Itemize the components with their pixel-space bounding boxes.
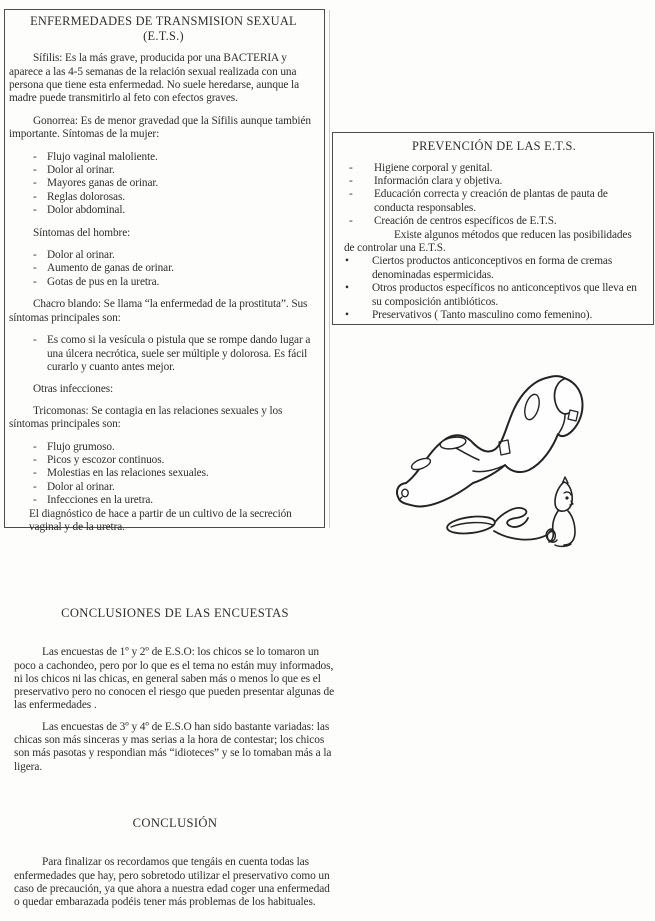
list-item-text: Dolor al orinar.	[47, 480, 115, 493]
gonorrea-paragraph: Gonorrea: Es de menor gravedad que la Sífilis aunque también importante. Síntomas de la mujer:	[9, 114, 311, 141]
dash-marker: -	[33, 334, 37, 347]
conclusion-paragraph: Para finalizar os recordamos que tengáis en cuenta todas las enfermedades que hay, pero sobretodo utilizar el preservativo como un caso de precaución, ya que ahora a nuestra edad coger una enfermedad o quedar embarazada podéis tener más problemas de los habituales.	[14, 856, 330, 909]
conclusion-section	[14, 817, 336, 909]
list-item-text: Infecciones en la uretra.	[47, 494, 154, 507]
bullet-marker: •	[345, 309, 349, 322]
dash-marker: -	[33, 494, 37, 507]
tricomonas-paragraph: Tricomonas: Se contagia en las relaciones sexuales y los síntomas principales son:	[9, 404, 283, 431]
list-item	[344, 309, 644, 322]
scan-artifact-line	[329, 10, 330, 528]
list-item	[344, 282, 644, 309]
prevencion-section-box	[332, 132, 654, 325]
list-item-text: Información clara y objetiva.	[374, 175, 503, 187]
list-item	[33, 467, 318, 480]
conclusion-heading: CONCLUSIÓN	[132, 816, 218, 830]
ets-section-box	[4, 9, 325, 533]
prevencion-title: PREVENCIÓN DE LAS E.T.S.	[411, 139, 577, 153]
list-item-text: Mayores ganas de orinar.	[47, 177, 159, 190]
list-item	[33, 191, 318, 204]
otras-infecciones-label: Otras infecciones:	[33, 383, 114, 396]
conclusiones-section	[14, 607, 336, 774]
list-item	[33, 177, 318, 190]
list-item-text: Dolor al orinar.	[47, 164, 115, 177]
list-item-text: Otros productos específicos no anticonceptivos que lleva en su composición antibióticos.	[372, 282, 637, 308]
list-item-text: Higiene corporal y genital.	[374, 161, 493, 174]
dash-marker: -	[33, 204, 37, 217]
dash-marker: -	[349, 161, 353, 174]
dash-marker: -	[349, 175, 353, 187]
tricomonas-list	[33, 441, 318, 508]
list-item-text: Picos y escozor continuos.	[47, 453, 165, 466]
list-item-text: Creación de centros específicos de E.T.S.	[374, 215, 557, 228]
list-item	[348, 188, 644, 215]
sintomas-mujer-list	[33, 151, 318, 218]
prevencion-dash-list	[348, 162, 644, 229]
list-item-text: Educación correcta y creación de plantas de pauta de conducta responsables.	[374, 188, 608, 214]
list-item-text: Ciertos productos anticonceptivos en forma de cremas denominadas espermicidas.	[372, 255, 613, 281]
list-item	[33, 481, 318, 494]
list-item-text: Es como si la vesícula o pistula que se rompe dando lugar a una úlcera necrótica, suele ser múltiple y dolorosa. Es fácil curarlo y cuanto antes mejor.	[47, 334, 311, 373]
list-item-text: Preservativos ( Tanto masculino como femenino).	[372, 309, 593, 322]
conclusiones-paragraph-2: Las encuestas de 3º y 4º de E.S.O han sido bastante variadas: las chicas son más sinceras y mas serias a la hora de contestar; los chicos son más pasotas y respondian más “idioteces” y se lo tomaban más a la ligera.	[14, 720, 332, 773]
conclusiones-heading: CONCLUSIONES DE LAS ENCUESTAS	[61, 606, 289, 620]
dash-marker: -	[33, 453, 37, 466]
list-item-text: Dolor abdominal.	[47, 204, 126, 217]
diagnostico-paragraph: El diagnóstico de hace a partir de un cultivo de la secreción vaginal y de la uretra.	[29, 507, 292, 533]
list-item	[33, 494, 318, 507]
list-item-text: Flujo vaginal maloliente.	[47, 150, 158, 163]
list-item-text: Gotas de pus en la uretra.	[47, 275, 160, 288]
list-item	[348, 215, 644, 228]
dash-marker: -	[33, 480, 37, 493]
dash-marker: -	[33, 164, 37, 177]
list-item	[344, 255, 644, 282]
dash-marker: -	[33, 275, 37, 288]
list-item	[33, 262, 318, 275]
list-item-text: Aumento de ganas de orinar.	[47, 262, 174, 275]
list-item	[33, 334, 318, 374]
list-item	[33, 454, 318, 467]
list-item	[33, 151, 318, 164]
list-item-text: Reglas dolorosas.	[47, 190, 125, 203]
list-item	[33, 204, 318, 217]
dash-marker: -	[33, 190, 37, 203]
dash-marker: -	[33, 249, 37, 262]
bullet-marker: •	[345, 282, 349, 295]
ets-title-line1: ENFERMEDADES DE TRANSMISION SEXUAL	[30, 14, 297, 28]
prevencion-bullet-list	[344, 255, 644, 322]
dash-marker: -	[33, 262, 37, 275]
list-item	[348, 162, 644, 175]
list-item-text: Dolor al orinar.	[47, 249, 115, 262]
list-item	[348, 175, 644, 188]
list-item	[33, 249, 318, 262]
sintomas-hombre-list	[33, 249, 318, 289]
chacro-paragraph: Chacro blando: Se llama “la enfermedad de la prostituta”. Sus síntomas principales son:	[9, 298, 308, 324]
sintomas-hombre-label: Síntomas del hombre:	[33, 226, 131, 239]
dash-marker: -	[33, 467, 37, 480]
bullet-marker: •	[345, 255, 349, 268]
dash-marker: -	[33, 177, 37, 190]
chacro-list	[33, 334, 318, 374]
ets-title-line2: (E.T.S.)	[143, 28, 184, 43]
list-item-text: Flujo grumoso.	[47, 440, 115, 453]
dash-marker: -	[33, 440, 37, 453]
list-item	[33, 164, 318, 177]
dash-marker: -	[349, 188, 353, 201]
condom-doodle-illustration	[383, 353, 655, 568]
existe-paragraph: Existe algunos métodos que reducen las posibilidades de controlar una E.T.S.	[344, 228, 632, 255]
list-item	[33, 276, 318, 289]
sifilis-paragraph: Sífilis: Es la más grave, producida por una BACTERIA y aparece a las 4-5 semanas de la relación sexual realizada con una persona que tiene esta enfermedad. No suele heredarse, aunque la madre puede transmitirlo al feto con efectos graves.	[9, 52, 300, 105]
dash-marker: -	[33, 150, 37, 163]
conclusiones-paragraph-1: Las encuestas de 1º y 2º de E.S.O: los chicos se lo tomaron un poco a cachondeo, pero por lo que es el tema no están muy informados, ni los chicos ni las chicas, en general saben más o menos lo que es el preservativo pero no conocen el riesgo que pueden presentar algunas de las enfermedades .	[14, 646, 335, 712]
dash-marker: -	[349, 215, 353, 228]
list-item	[33, 441, 318, 454]
ets-title	[9, 14, 318, 43]
list-item-text: Molestias en las relaciones sexuales.	[47, 467, 209, 480]
